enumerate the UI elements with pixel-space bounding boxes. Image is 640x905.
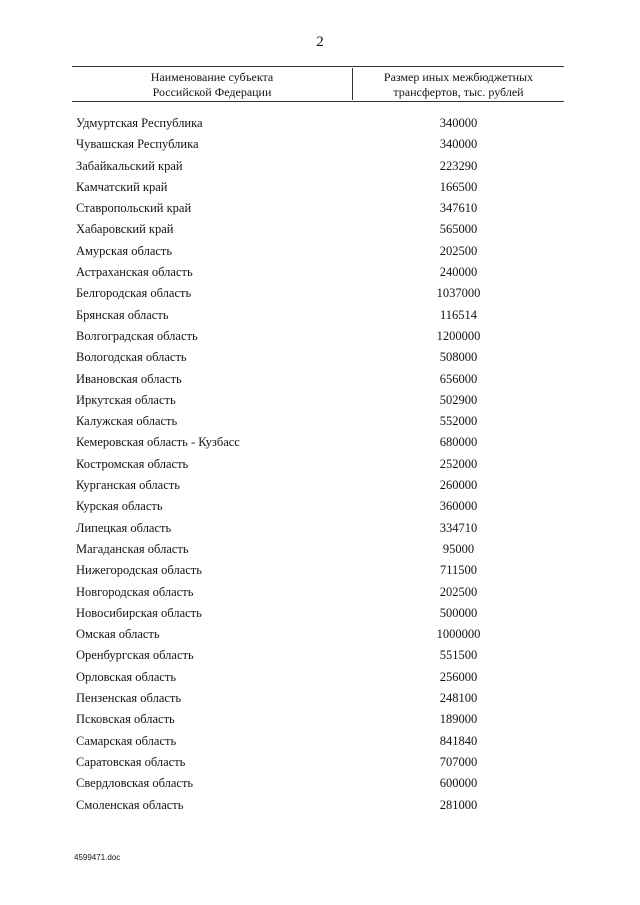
- transfer-amount: 248100: [439, 691, 478, 706]
- transfer-amount: 552000: [439, 414, 478, 429]
- table-row: [76, 219, 546, 240]
- table-row: [76, 305, 546, 326]
- table-row: [76, 518, 546, 539]
- transfer-amount: 202500: [439, 584, 478, 599]
- region-name: Костромская область: [76, 456, 189, 471]
- transfer-amount: 340000: [439, 116, 478, 130]
- region-name: Калужская область: [76, 414, 178, 429]
- transfer-amount: 680000: [439, 435, 478, 450]
- page-number: 2: [316, 34, 324, 50]
- transfer-amount: 502900: [439, 392, 478, 407]
- transfer-amount: 252000: [439, 456, 478, 471]
- table-row: [76, 347, 546, 368]
- header-transfer-amount-line2: трансфертов, тыс. рублей: [393, 85, 524, 99]
- table-row: [76, 688, 546, 709]
- table-row: [76, 262, 546, 283]
- header-region-name-line2: Российской Федерации: [152, 85, 272, 99]
- transfer-amount: 116514: [439, 307, 478, 322]
- table-row: [76, 709, 546, 730]
- region-name: Саратовская область: [76, 754, 186, 769]
- header-transfer-amount-line1: Размер иных межбюджетных: [383, 70, 534, 84]
- transfer-amount: 340000: [439, 137, 478, 152]
- region-name: Новгородская область: [76, 584, 194, 599]
- transfer-amount: 360000: [439, 499, 478, 514]
- transfer-amount: 600000: [439, 776, 478, 791]
- transfer-amount: 260000: [439, 478, 478, 493]
- region-name: Самарская область: [76, 733, 177, 748]
- table-row: [76, 134, 546, 155]
- region-name: Чувашская Республика: [76, 137, 199, 152]
- region-name: Белгородская область: [76, 286, 192, 301]
- table-row: [76, 667, 546, 688]
- table-row: [76, 560, 546, 581]
- table-row: [76, 795, 546, 816]
- transfer-amount: 1000000: [436, 627, 481, 642]
- transfer-amount: 256000: [439, 669, 478, 684]
- transfer-amount: 1200000: [436, 328, 481, 343]
- transfer-amount: 334710: [439, 520, 478, 535]
- region-name: Хабаровский край: [76, 222, 174, 237]
- region-name: Липецкая область: [76, 520, 172, 535]
- table-row: [76, 326, 546, 347]
- region-name: Псковская область: [76, 712, 175, 727]
- table-row: [76, 432, 546, 453]
- region-name: Вологодская область: [76, 350, 187, 365]
- transfer-amount: 508000: [439, 350, 478, 365]
- region-name: Удмуртская Республика: [76, 116, 203, 130]
- transfer-amount: 347610: [439, 201, 478, 216]
- table-row: [76, 475, 546, 496]
- region-name: Иркутская область: [76, 392, 176, 407]
- region-name: Курганская область: [76, 478, 180, 493]
- transfer-amount: 565000: [439, 222, 478, 237]
- transfer-amount: 95000: [442, 541, 475, 556]
- table-row: [76, 283, 546, 304]
- table-header: [72, 66, 564, 102]
- region-name: Новосибирская область: [76, 605, 202, 620]
- region-name: Омская область: [76, 627, 160, 642]
- region-name: Пензенская область: [76, 691, 182, 706]
- table-row: [76, 496, 546, 517]
- transfer-amount: 500000: [439, 605, 478, 620]
- table-row: [76, 198, 546, 219]
- table-row: [76, 731, 546, 752]
- transfer-amount: 223290: [439, 158, 478, 173]
- table-row: [76, 177, 546, 198]
- table-row: [76, 773, 546, 794]
- transfer-amount: 841840: [439, 733, 478, 748]
- region-name: Камчатский край: [76, 179, 168, 194]
- table-row: [76, 624, 546, 645]
- region-name: Орловская область: [76, 669, 177, 684]
- region-name: Нижегородская область: [76, 563, 202, 578]
- transfer-amount: 551500: [439, 648, 478, 663]
- region-name: Астраханская область: [76, 265, 193, 280]
- transfer-amount: 189000: [439, 712, 478, 727]
- region-name: Волгоградская область: [76, 328, 198, 343]
- table-row: [76, 603, 546, 624]
- region-name: Магаданская область: [76, 541, 189, 556]
- table-row: [76, 113, 546, 134]
- region-name: Брянская область: [76, 307, 169, 322]
- transfer-amount: 202500: [439, 243, 478, 258]
- region-name: Ставропольский край: [76, 201, 192, 216]
- table-row: [76, 390, 546, 411]
- table-row: [76, 752, 546, 773]
- table-row: [76, 582, 546, 603]
- region-name: Курская область: [76, 499, 163, 514]
- table-row: [76, 454, 546, 475]
- region-name: Ивановская область: [76, 371, 182, 386]
- transfer-amount: 707000: [439, 754, 478, 769]
- table-row: [76, 539, 546, 560]
- region-name: Кемеровская область - Кузбасс: [76, 435, 240, 450]
- transfer-amount: 1037000: [436, 286, 481, 301]
- transfer-amount: 711500: [439, 563, 478, 578]
- table-row: [76, 411, 546, 432]
- region-name: Забайкальский край: [76, 158, 183, 173]
- header-region-name-line1: Наименование субъекта: [150, 70, 274, 84]
- table-row: [76, 645, 546, 666]
- header-top-rule: [72, 66, 564, 67]
- file-name-footer: 4599471.doc: [74, 853, 121, 862]
- region-name: Смоленская область: [76, 797, 184, 812]
- transfer-amount: 240000: [439, 265, 478, 280]
- table-row: [76, 156, 546, 177]
- table-row: [76, 241, 546, 262]
- header-transfer-amount: [353, 70, 564, 100]
- transfer-amount: 166500: [439, 179, 478, 194]
- header-region-name: [72, 70, 352, 100]
- table-row: [76, 369, 546, 390]
- region-name: Свердловская область: [76, 776, 194, 791]
- transfer-amount: 656000: [439, 371, 478, 386]
- header-bottom-rule: [72, 101, 564, 102]
- region-name: Оренбургская область: [76, 648, 194, 663]
- table-body: [76, 113, 546, 816]
- region-name: Амурская область: [76, 243, 173, 258]
- transfer-amount: 281000: [439, 797, 478, 812]
